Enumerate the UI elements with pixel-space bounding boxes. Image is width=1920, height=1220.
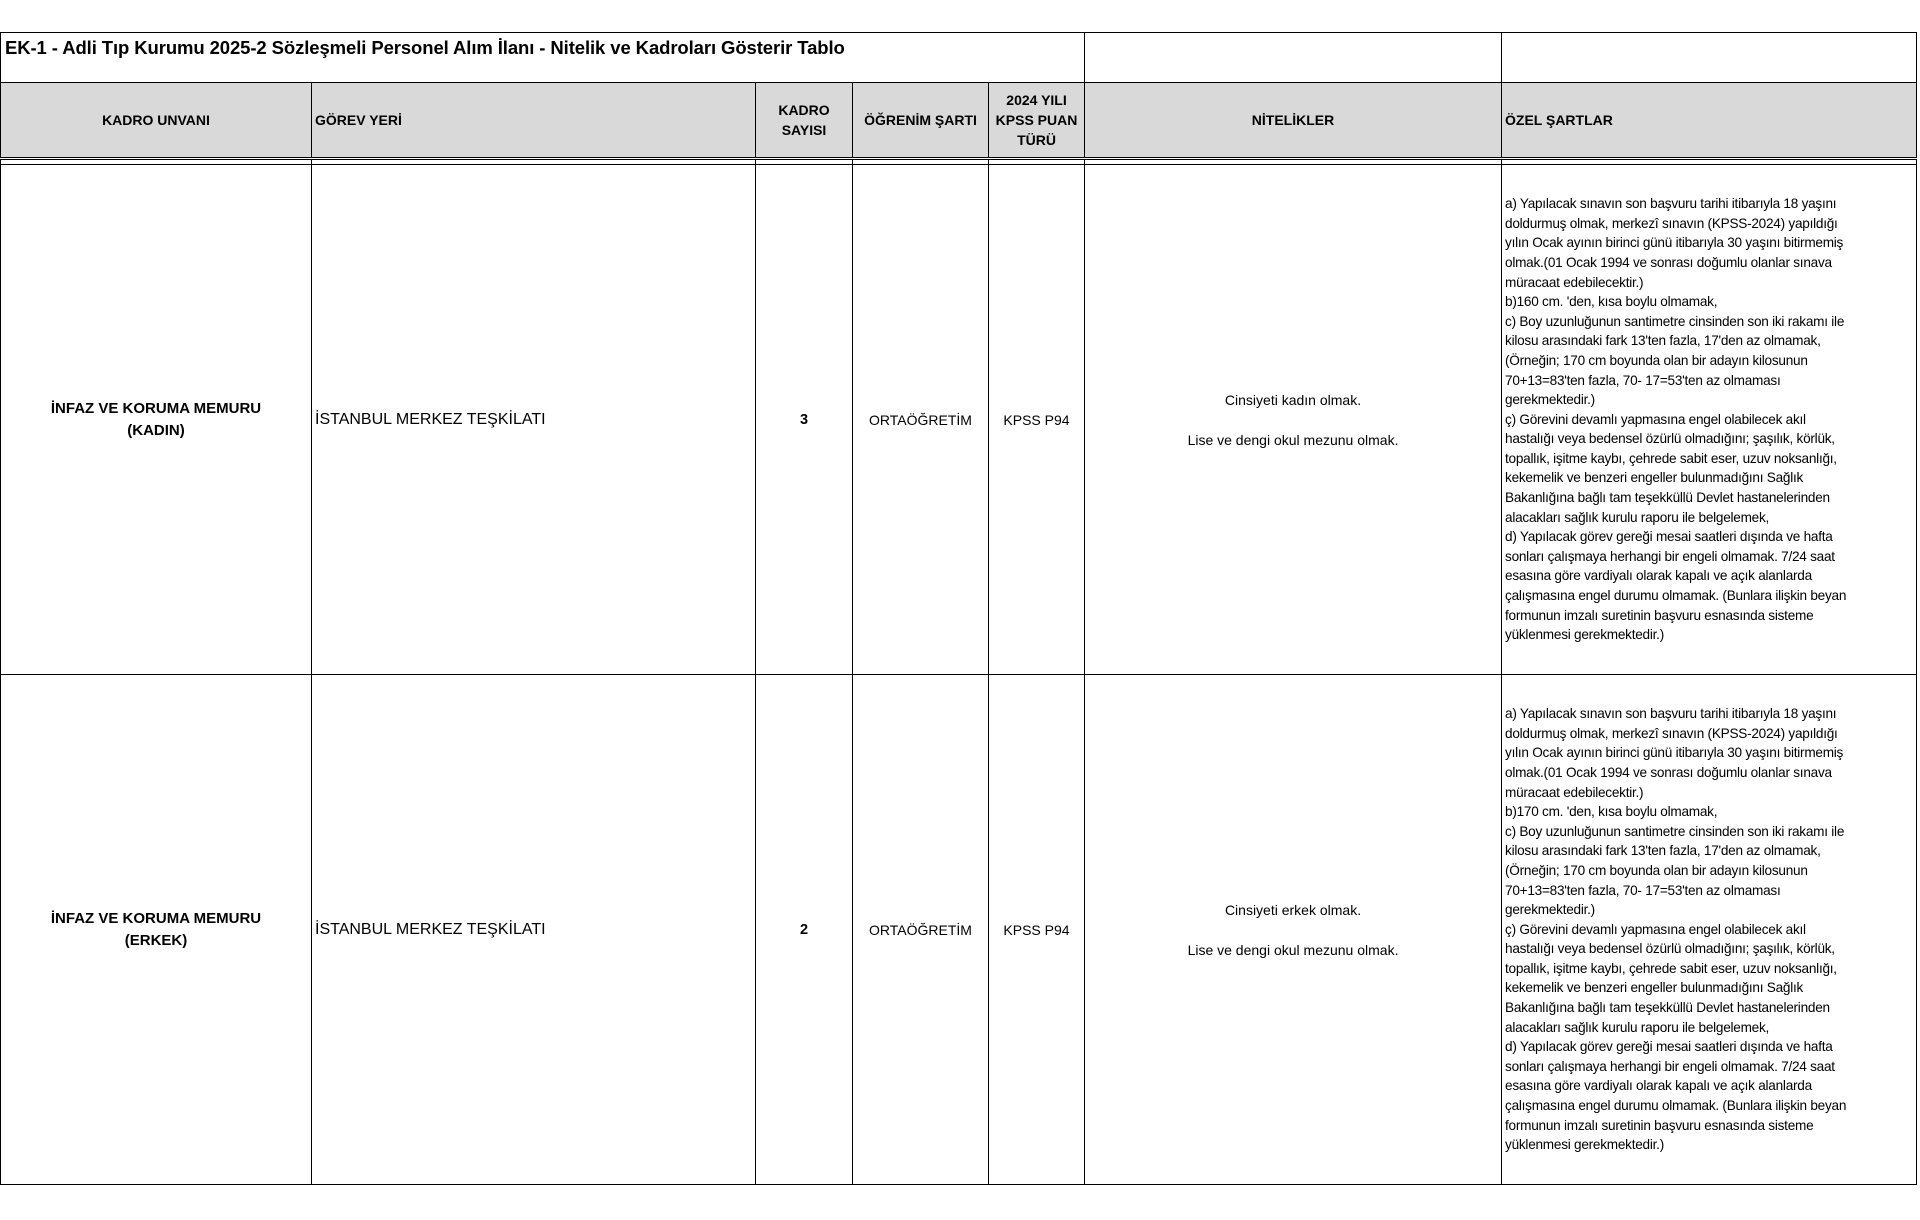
ozel-sart-line: ç) Görevini devamlı yapmasına engel olabilecek akıl bbox=[1505, 411, 1806, 427]
document-title: EK-1 - Adli Tıp Kurumu 2025-2 Sözleşmeli Personel Alım İlanı - Nitelik ve Kadroları Gösterir Tablo bbox=[1, 33, 1085, 83]
nitelik-line: Lise ve dengi okul mezunu olmak. bbox=[1187, 941, 1399, 958]
ozel-sart-line: a) Yapılacak sınavın son başvuru tarihi itibarıyla 18 yaşını bbox=[1505, 706, 1837, 722]
kadro-unvani-line2: (KADIN) bbox=[127, 421, 185, 439]
header-nitelikler: NİTELİKLER bbox=[1085, 83, 1502, 159]
ozel-sart-line: gerekmektedir.) bbox=[1505, 902, 1595, 918]
ozel-sart-line: 70+13=83'ten fazla, 70- 17=53'ten az olmaması bbox=[1505, 372, 1781, 388]
ozel-sart-line: çalışmasına engel durumu olmamak. (Bunlara ilişkin beyan bbox=[1505, 588, 1847, 604]
cell-kadro-sayisi: 2 bbox=[756, 675, 853, 1185]
ozel-sart-line: a) Yapılacak sınavın son başvuru tarihi itibarıyla 18 yaşını bbox=[1505, 196, 1837, 212]
ozel-sart-line: kilosu arasındaki fark 13'ten fazla, 17'den az olmamak, bbox=[1505, 333, 1821, 349]
cell-gorev-yeri: İSTANBUL MERKEZ TEŞKİLATI bbox=[312, 165, 756, 675]
ozel-sart-line: olmak.(01 Ocak 1994 ve sonrası doğumlu olanlar sınava bbox=[1505, 764, 1832, 780]
cell-ogrenim-sarti: ORTAÖĞRETİM bbox=[853, 675, 989, 1185]
kadro-unvani-line1: İNFAZ VE KORUMA MEMURU bbox=[50, 909, 262, 927]
ozel-sart-line: alacakları sağlık kurulu raporu ile belgelemek, bbox=[1505, 1019, 1770, 1035]
ozel-sart-line: Bakanlığına bağlı tam teşekküllü Devlet hastanelerinden bbox=[1505, 1000, 1830, 1016]
ozel-sart-line: yüklenmesi gerekmektedir.) bbox=[1505, 627, 1664, 643]
ozel-sart-line: doldurmuş olmak, merkezî sınavın (KPSS-2024) yapıldığı bbox=[1505, 725, 1838, 741]
ozel-sart-line: 70+13=83'ten fazla, 70- 17=53'ten az olmaması bbox=[1505, 882, 1781, 898]
kadro-unvani-line1: İNFAZ VE KORUMA MEMURU bbox=[50, 399, 262, 417]
cell-ozel-sartlar bbox=[1502, 165, 1917, 675]
header-kpss-line1: 2024 YILI bbox=[1006, 92, 1067, 108]
ozel-sart-line: müracaat edebilecektir.) bbox=[1505, 274, 1644, 290]
ozel-sart-line: yılın Ocak ayının birinci günü itibarıyla 30 yaşını bitirmemiş bbox=[1505, 745, 1844, 761]
ozel-sart-line: yılın Ocak ayının birinci günü itibarıyla 30 yaşını bitirmemiş bbox=[1505, 235, 1844, 251]
nitelik-line: Cinsiyeti erkek olmak. bbox=[1224, 901, 1362, 918]
header-ogrenim-sarti: ÖĞRENİM ŞARTI bbox=[853, 83, 989, 159]
table-row bbox=[1, 675, 1917, 1185]
ozel-sart-line: doldurmuş olmak, merkezî sınavın (KPSS-2024) yapıldığı bbox=[1505, 215, 1838, 231]
header-kadro-unvani: KADRO UNVANI bbox=[1, 83, 312, 159]
ozel-sart-line: d) Yapılacak görev gereği mesai saatleri dışında ve hafta bbox=[1505, 529, 1833, 545]
ozel-sart-line: kekemelik ve benzeri engeller bulunmadığını Sağlık bbox=[1505, 980, 1804, 996]
ozel-sart-line: kekemelik ve benzeri engeller bulunmadığını Sağlık bbox=[1505, 470, 1804, 486]
empty-title-cell bbox=[1085, 33, 1502, 83]
ozel-sart-line: b)160 cm. 'den, kısa boylu olmamak, bbox=[1505, 294, 1718, 310]
ozel-sart-line: d) Yapılacak görev gereği mesai saatleri dışında ve hafta bbox=[1505, 1039, 1833, 1055]
ozel-sart-line: çalışmasına engel durumu olmamak. (Bunlara ilişkin beyan bbox=[1505, 1098, 1847, 1114]
ozel-sart-line: topallık, işitme kaybı, çehrede sabit eser, uzuv noksanlığı, bbox=[1505, 450, 1837, 466]
ozel-sart-line: müracaat edebilecektir.) bbox=[1505, 784, 1644, 800]
ozel-sart-line: esasına göre vardiyalı olarak kapalı ve açık alanlarda bbox=[1505, 568, 1812, 584]
ozel-sart-line: hastalığı veya bedensel özürlü olmadığını; şaşılık, körlük, bbox=[1505, 941, 1835, 957]
cell-kpss-puan-turu: KPSS P94 bbox=[989, 165, 1085, 675]
ozel-sart-line: b)170 cm. 'den, kısa boylu olmamak, bbox=[1505, 804, 1718, 820]
ozel-sart-line: (Örneğin; 170 cm boyunda olan bir adayın kilosunun bbox=[1505, 352, 1808, 368]
ozel-sart-line: sonları çalışmaya herhangi bir engeli olmamak. 7/24 saat bbox=[1505, 548, 1835, 564]
ozel-sart-line: formunun imzalı suretinin başvuru esnasında sisteme bbox=[1505, 607, 1814, 623]
ozel-sart-line: (Örneğin; 170 cm boyunda olan bir adayın kilosunun bbox=[1505, 862, 1808, 878]
ozel-sart-line: Bakanlığına bağlı tam teşekküllü Devlet hastanelerinden bbox=[1505, 490, 1830, 506]
ozel-sart-line: yüklenmesi gerekmektedir.) bbox=[1505, 1137, 1664, 1153]
header-gorev-yeri: GÖREV YERİ bbox=[312, 83, 756, 159]
ozel-sart-line: topallık, işitme kaybı, çehrede sabit eser, uzuv noksanlığı, bbox=[1505, 960, 1837, 976]
nitelik-line: Cinsiyeti kadın olmak. bbox=[1224, 391, 1362, 408]
cell-nitelikler bbox=[1085, 675, 1502, 1185]
ozel-sart-line: formunun imzalı suretinin başvuru esnasında sisteme bbox=[1505, 1117, 1814, 1133]
nitelik-line: Lise ve dengi okul mezunu olmak. bbox=[1187, 431, 1399, 448]
ozel-sart-line: sonları çalışmaya herhangi bir engeli olmamak. 7/24 saat bbox=[1505, 1058, 1835, 1074]
cell-kadro-sayisi: 3 bbox=[756, 165, 853, 675]
ozel-sart-line: kilosu arasındaki fark 13'ten fazla, 17'den az olmamak, bbox=[1505, 843, 1821, 859]
title-row bbox=[1, 33, 1917, 83]
cell-kadro-unvani bbox=[1, 675, 312, 1185]
header-kpss bbox=[989, 83, 1085, 159]
personnel-table bbox=[0, 32, 1917, 1185]
ozel-sart-line: c) Boy uzunluğunun santimetre cinsinden son iki rakamı ile bbox=[1505, 823, 1845, 839]
cell-nitelikler bbox=[1085, 165, 1502, 675]
ozel-sart-line: esasına göre vardiyalı olarak kapalı ve açık alanlarda bbox=[1505, 1078, 1812, 1094]
ozel-sart-line: hastalığı veya bedensel özürlü olmadığını; şaşılık, körlük, bbox=[1505, 431, 1835, 447]
cell-ozel-sartlar bbox=[1502, 675, 1917, 1185]
header-kpss-line2: KPSS PUAN bbox=[995, 112, 1078, 128]
header-row bbox=[1, 83, 1917, 159]
ozel-sart-line: olmak.(01 Ocak 1994 ve sonrası doğumlu olanlar sınava bbox=[1505, 254, 1832, 270]
header-kadro-sayisi-line1: KADRO bbox=[778, 102, 830, 118]
cell-gorev-yeri: İSTANBUL MERKEZ TEŞKİLATI bbox=[312, 675, 756, 1185]
table-row bbox=[1, 165, 1917, 675]
empty-title-cell bbox=[1502, 33, 1917, 83]
ozel-sart-line: alacakları sağlık kurulu raporu ile belgelemek, bbox=[1505, 509, 1770, 525]
cell-kadro-unvani bbox=[1, 165, 312, 675]
header-kpss-line3: TÜRÜ bbox=[1017, 132, 1056, 148]
ozel-sart-line: c) Boy uzunluğunun santimetre cinsinden son iki rakamı ile bbox=[1505, 313, 1845, 329]
header-ozel-sartlar: ÖZEL ŞARTLAR bbox=[1502, 83, 1917, 159]
ozel-sart-line: ç) Görevini devamlı yapmasına engel olabilecek akıl bbox=[1505, 921, 1806, 937]
header-kadro-sayisi-line2: SAYISI bbox=[781, 122, 827, 138]
cell-kpss-puan-turu: KPSS P94 bbox=[989, 675, 1085, 1185]
cell-ogrenim-sarti: ORTAÖĞRETİM bbox=[853, 165, 989, 675]
ozel-sart-line: gerekmektedir.) bbox=[1505, 392, 1595, 408]
kadro-unvani-line2: (ERKEK) bbox=[124, 931, 188, 949]
header-kadro-sayisi bbox=[756, 83, 853, 159]
